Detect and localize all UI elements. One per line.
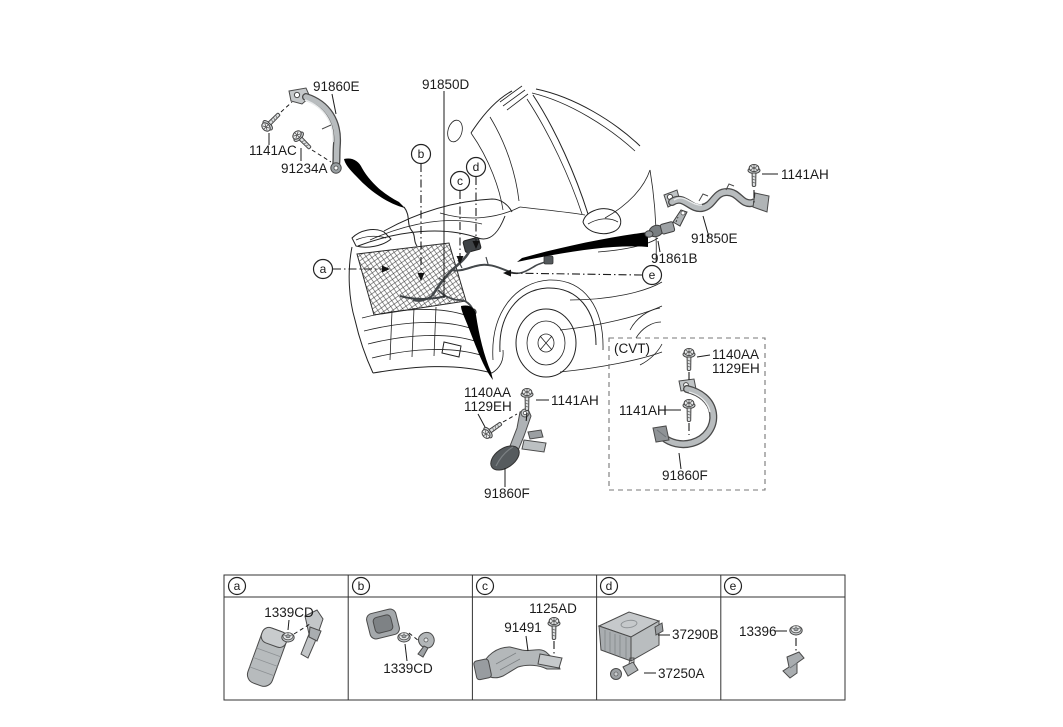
bolt-1141AH-cvt [683, 400, 695, 422]
legend-header-d [601, 578, 618, 595]
legend-cell-c [473, 601, 577, 680]
part-91860F-illustration [486, 409, 546, 475]
label-91234A: 91234A [281, 161, 328, 176]
part-91850E-illustration [664, 184, 769, 212]
label-1141AC: 1141AC [249, 143, 297, 158]
legend-cell-e [739, 624, 804, 678]
callout-b-letter: b [417, 147, 425, 161]
callout-a-letter: a [319, 262, 327, 276]
nut-13396 [790, 626, 802, 635]
label-1141AH-right: 1141AH [781, 167, 829, 182]
swoosh-bottom [461, 305, 493, 380]
nut-1339CD-a [282, 633, 294, 642]
label-91861B: 91861B [651, 251, 698, 266]
label-91860F-cvt: 91860F [662, 468, 708, 483]
legend-letter-b: b [357, 579, 365, 593]
bolt-1129EH-center [480, 418, 505, 440]
label-1140AA-center: 1140AA [464, 385, 512, 400]
callout-d [467, 158, 486, 177]
legend-header-a [229, 578, 246, 595]
callout-c [451, 172, 470, 191]
vehicle-line-art [349, 86, 662, 377]
legend-header-b [353, 578, 370, 595]
label-1141AH-center: 1141AH [551, 393, 599, 408]
bolt-1141AH-center [521, 389, 533, 411]
callout-e-letter: e [648, 268, 656, 282]
legend-letter-e: e [729, 579, 737, 593]
legend-letter-c: c [482, 579, 488, 593]
legend-header-e [725, 578, 742, 595]
legend-d-part-label-37290B: 37290B [672, 627, 719, 642]
legend-letter-a: a [233, 579, 241, 593]
cvt-caption: (CVT) [614, 341, 650, 356]
legend-header-c [477, 578, 494, 595]
label-91860F-center: 91860F [484, 486, 530, 501]
bolt-1140AA-cvt [683, 349, 695, 371]
legend-c-part-label-1125AD: 1125AD [529, 601, 577, 616]
nut-1339CD-b [398, 633, 410, 642]
legend-c-part-label-91491: 91491 [504, 620, 542, 635]
label-91860E: 91860E [313, 79, 360, 94]
bolt-1141AC [259, 110, 283, 134]
bolt-1125AD [548, 618, 560, 640]
label-1129EH-cvt: 1129EH [712, 361, 760, 376]
bolt-1141AH-right [748, 165, 760, 187]
callout-b [412, 145, 431, 164]
swoosh-right [517, 232, 648, 262]
label-1140AA-cvt: 1140AA [712, 347, 760, 362]
legend-letter-d: d [605, 579, 613, 593]
legend-d-part-label-37250A: 37250A [658, 666, 705, 681]
callout-c-letter: c [457, 174, 463, 188]
label-91850D: 91850D [422, 77, 470, 92]
label-1141AH-cvt: 1141AH [619, 403, 667, 418]
legend-b-part-label: 1339CD [383, 661, 433, 676]
part-91861B-illustration [645, 210, 687, 239]
label-91850E: 91850E [691, 231, 738, 246]
label-1129EH-center: 1129EH [464, 399, 512, 414]
legend-e-part-label: 13396 [739, 624, 777, 639]
legend-a-part-label: 1339CD [264, 605, 314, 620]
callout-d-letter: d [472, 160, 480, 174]
legend-table [224, 575, 845, 700]
callout-e [643, 266, 662, 285]
legend-cell-a [245, 605, 323, 689]
swoosh-top-left [344, 158, 405, 208]
callout-a [314, 260, 333, 279]
legend-cell-d [599, 612, 719, 681]
legend-cell-b [365, 608, 434, 676]
